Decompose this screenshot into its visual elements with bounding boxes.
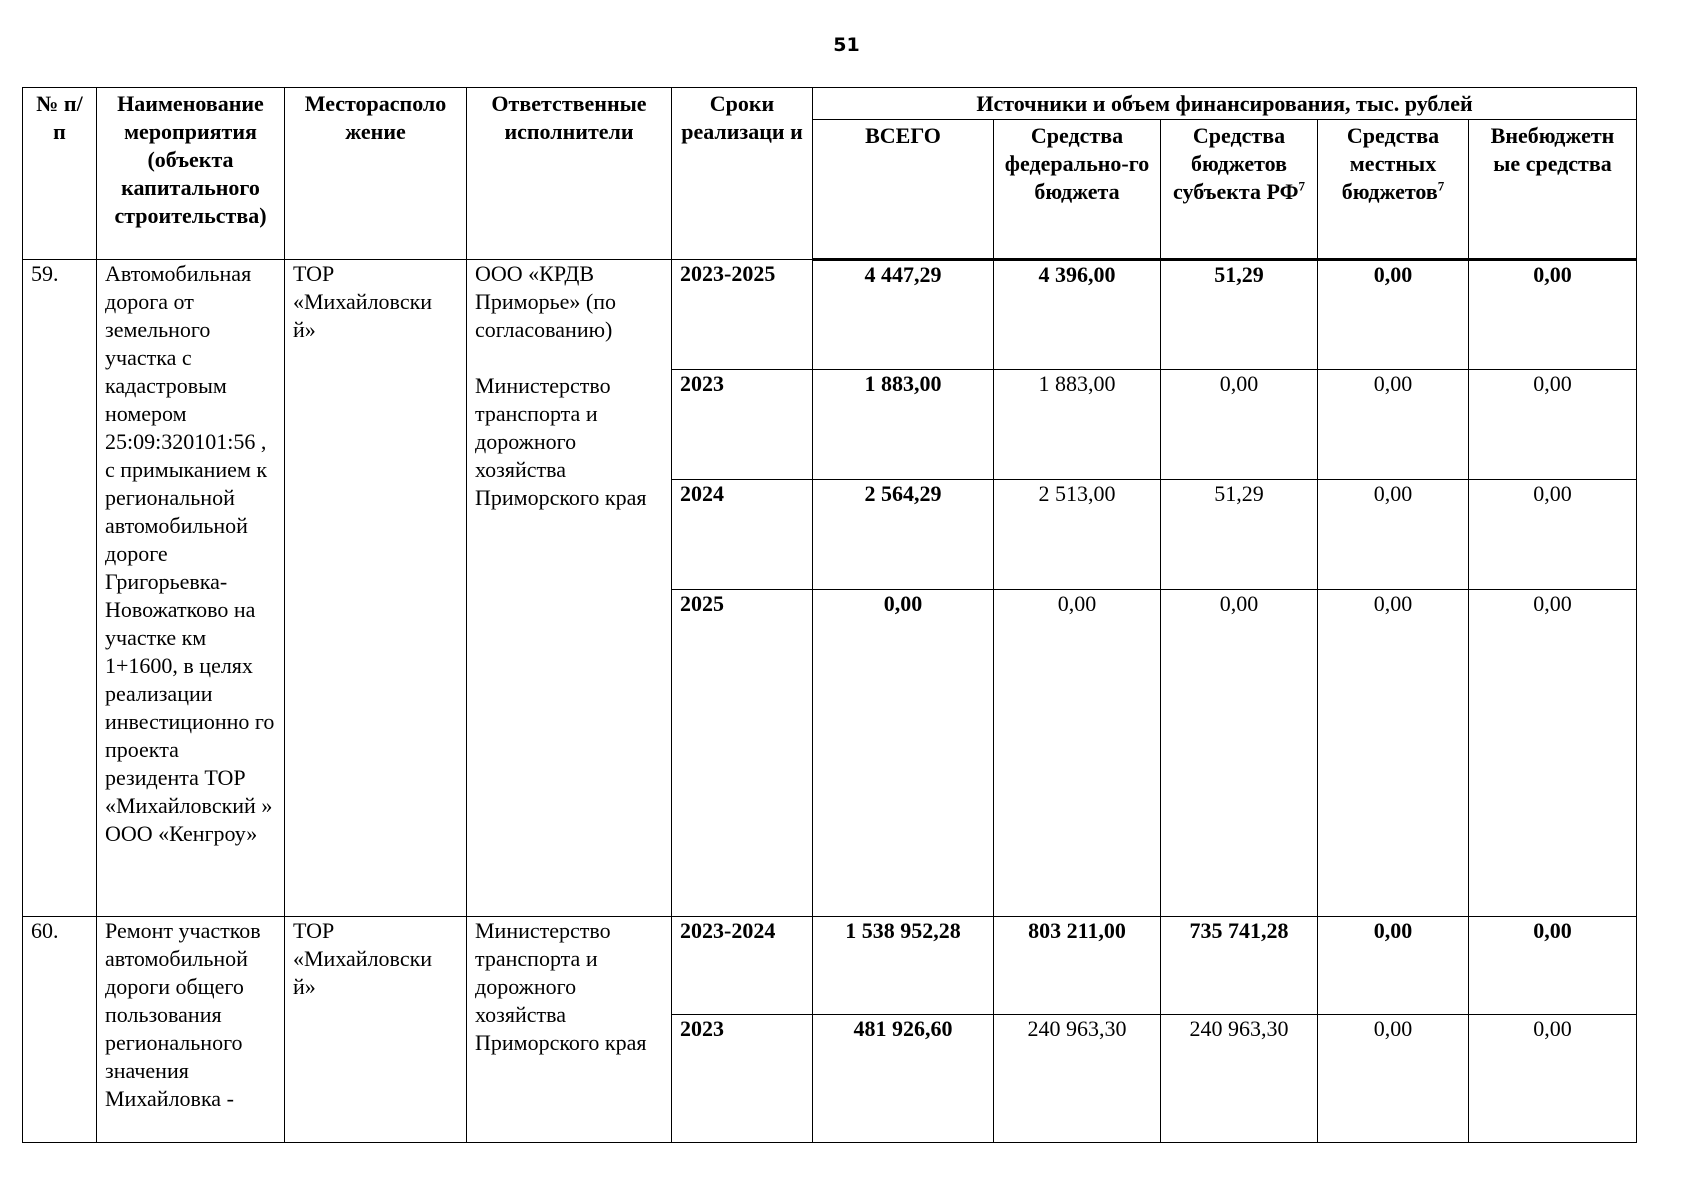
period-total: 2 564,29 — [813, 480, 994, 590]
period-local: 0,00 — [1318, 1015, 1469, 1143]
period-local: 0,00 — [1318, 480, 1469, 590]
period-subject: 0,00 — [1161, 590, 1318, 917]
row-responsible: Министерство транспорта и дорожного хозяйства Приморского края — [467, 917, 672, 1143]
period-total: 4 447,29 — [813, 260, 994, 370]
row-responsible-1: ООО «КРДВ Приморье» (по согласованию) — [475, 261, 616, 342]
header-local-footnote: 7 — [1437, 178, 1445, 194]
period-subject: 240 963,30 — [1161, 1015, 1318, 1143]
header-responsible: Ответственные исполнители — [467, 88, 672, 260]
period-local: 0,00 — [1318, 260, 1469, 370]
period-term: 2023 — [672, 370, 813, 480]
page-number: 51 — [833, 34, 860, 56]
row-location: ТОР «Михайловски й» — [285, 917, 467, 1143]
period-federal: 803 211,00 — [994, 917, 1161, 1015]
header-total: ВСЕГО — [813, 120, 994, 260]
header-location: Месторасполо жение — [285, 88, 467, 260]
period-federal: 240 963,30 — [994, 1015, 1161, 1143]
table-row — [23, 917, 1637, 1015]
period-extra: 0,00 — [1469, 917, 1637, 1015]
period-subject: 735 741,28 — [1161, 917, 1318, 1015]
period-federal: 1 883,00 — [994, 370, 1161, 480]
period-extra: 0,00 — [1469, 370, 1637, 480]
period-total: 0,00 — [813, 590, 994, 917]
header-financing-group: Источники и объем финансирования, тыс. рублей — [813, 88, 1637, 120]
header-terms: Сроки реализаци и — [672, 88, 813, 260]
row-no: 60. — [23, 917, 97, 1143]
period-term: 2024 — [672, 480, 813, 590]
table-row — [23, 260, 1637, 370]
period-term: 2025 — [672, 590, 813, 917]
header-extra: Внебюджетн ые средства — [1469, 120, 1637, 260]
row-no: 59. — [23, 260, 97, 917]
row-responsible-2: Министерство транспорта и дорожного хозяйства Приморского края — [475, 373, 647, 510]
period-local: 0,00 — [1318, 917, 1469, 1015]
header-subject-footnote: 7 — [1298, 178, 1305, 194]
period-extra: 0,00 — [1469, 260, 1637, 370]
period-total: 1 883,00 — [813, 370, 994, 480]
header-local — [1318, 120, 1469, 260]
header-local-label: Средства местных бюджетов — [1341, 123, 1440, 204]
header-no: № п/п — [23, 88, 97, 260]
header-federal: Средства федерально-го бюджета — [994, 120, 1161, 260]
header-subject-label: Средства бюджетов субъекта РФ — [1173, 123, 1299, 204]
period-local: 0,00 — [1318, 370, 1469, 480]
period-term: 2023 — [672, 1015, 813, 1143]
row-location: ТОР «Михайловски й» — [285, 260, 467, 917]
period-total: 1 538 952,28 — [813, 917, 994, 1015]
period-subject: 51,29 — [1161, 260, 1318, 370]
period-term: 2023-2024 — [672, 917, 813, 1015]
header-name: Наименование мероприятия (объекта капитального строительства) — [97, 88, 285, 260]
header-subject — [1161, 120, 1318, 260]
period-extra: 0,00 — [1469, 480, 1637, 590]
period-total: 481 926,60 — [813, 1015, 994, 1143]
period-subject: 51,29 — [1161, 480, 1318, 590]
row-responsible — [467, 260, 672, 917]
period-federal: 4 396,00 — [994, 260, 1161, 370]
period-subject: 0,00 — [1161, 370, 1318, 480]
period-extra: 0,00 — [1469, 1015, 1637, 1143]
period-extra: 0,00 — [1469, 590, 1637, 917]
financing-table — [22, 87, 1637, 1143]
period-term: 2023-2025 — [672, 260, 813, 370]
row-name: Ремонт участков автомобильной дороги общего пользования регионального значения Михайловка - — [97, 917, 285, 1143]
row-name: Автомобильная дорога от земельного участка с кадастровым номером 25:09:320101:56 , с примыканием к региональной автомобильной дороге Григорьевка-Новожатково на участке км 1+1600, в целях реализации инвестиционно го проекта резидента ТОР «Михайловский » ООО «Кенгроу» — [97, 260, 285, 917]
period-federal: 2 513,00 — [994, 480, 1161, 590]
period-local: 0,00 — [1318, 590, 1469, 917]
period-federal: 0,00 — [994, 590, 1161, 917]
